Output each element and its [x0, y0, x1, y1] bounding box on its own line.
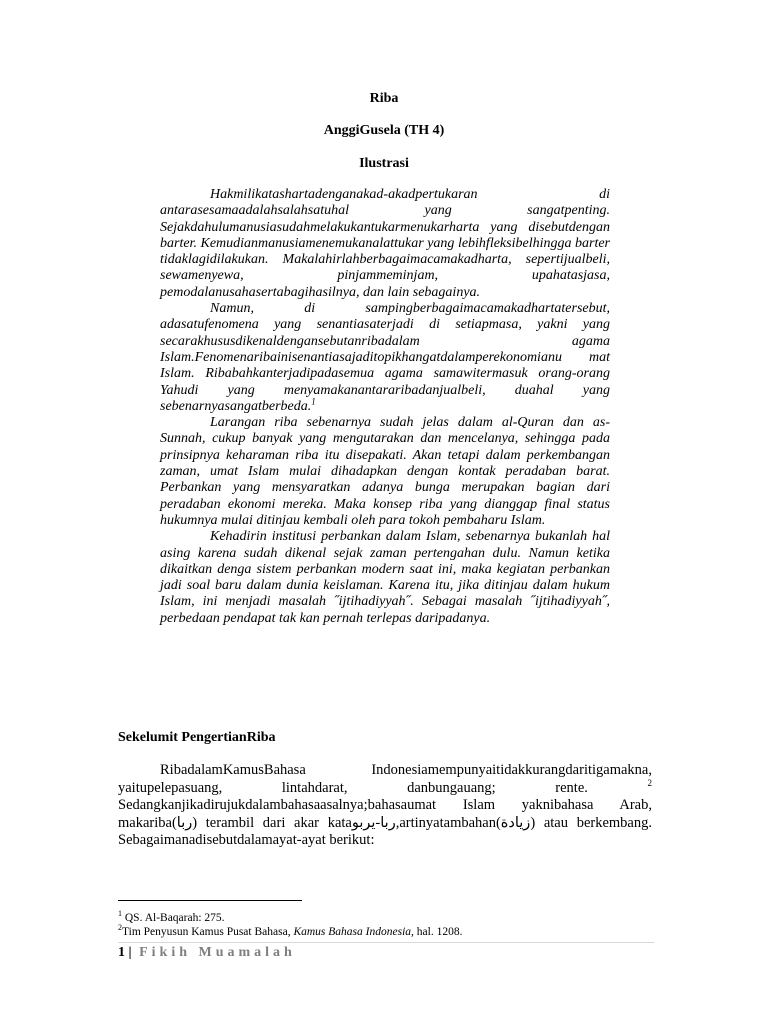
definition-text-5: ) atau berkembang. Sebagaimanadisebutdalamayat-ayat berikut: — [118, 814, 652, 848]
footer-book-title: Fikih Muamalah — [139, 945, 296, 960]
footer-divider — [118, 942, 654, 943]
footnote-ref-2[interactable]: 2 — [647, 777, 652, 788]
definition-text-4: ,artinyatambahan( — [395, 814, 501, 831]
illustration-paragraph-2-text: Namun, di sampingberbagaimacamakadhartatersebut, adasatufenomena yang senantiasaterjadi di setiapmasa, yakni yang secarakhususdikenaldengansebutanribadalam agama Islam.Fenomenaribainisenantiasajaditopikhangatdalamperekonomianu mat Islam. Ribabahkanterjadipadasemua agama samawitermasuk orang-orang Yahudi yang menyamakanantararibadanjualbeli, duahal yang sebenarnyasangatberbeda. — [160, 301, 610, 414]
footnote-2-text: Tim Penyusun Kamus Pusat Bahasa, — [122, 925, 294, 938]
arabic-riba: ربا — [176, 814, 193, 831]
definition-text-1: RibadalamKamusBahasa Indonesiamempunyaitidakkurangdaritigamakna, yaitupelepasuang, lintahdarat, danbungauang; rente. — [118, 762, 652, 796]
illustration-block — [160, 187, 610, 627]
arabic-ziyadah: زيادة — [500, 814, 531, 831]
arabic-root: ربا-يربو — [351, 814, 396, 831]
section-heading-pengertian: Sekelumit PengertianRiba — [118, 730, 276, 745]
footnote-2-end: , hal. 1208. — [411, 925, 463, 938]
footnote-divider — [118, 900, 302, 901]
definition-text-2: Sedangkanjikadirujukdalambahasaasalnya;bahasaumat Islam yaknibahasa Arab, makariba( — [118, 797, 652, 831]
footnote-1-text: QS. Al-Baqarah: 275. — [124, 911, 225, 924]
definition-text-3: ) terambil dari akar kata — [192, 814, 352, 831]
page-footer — [118, 945, 296, 961]
section-title: Ilustrasi — [359, 156, 409, 171]
illustration-paragraph-3: Larangan riba sebenarnya sudah jelas dalam al-Quran dan as-Sunnah, cukup banyak yang mengutarakan dan mencelanya, sehingga pada prinsipnya keharaman riba itu disepakati. Akan tetapi dalam perkembangan zaman, umat Islam mulai dihadapkan dengan kontak peradaban barat. Perbankan yang mensyaratkan adanya bunga merupakan bagian dari peradaban ekonomi mereka. Maka konsep riba yang dianggap final status hukumnya mulai ditinjau kembali oleh para tokoh pembaharu Islam. — [160, 415, 610, 528]
document-title: Riba — [369, 91, 399, 106]
illustration-paragraph-1: Hakmilikatashartadenganakad-akadpertukaran di antarasesamaadalahsalahsatuhal yang sangatpenting. Sejakdahulumanusiasudahmelakukantukarmenukarharta yang disebutdengan barter. Kemudianmanusiamenemukanalattukar yang lebihfleksibelhingga barter tidaklagidilakukan. Makalahirlahberbagaimacamakadharta, sepertijualbeli, sewamenyewa, pinjammeminjam, upahatasjasa, pemodalanusahasertabagihasilnya, dan lain sebagainya. — [160, 187, 610, 300]
page-number: 1 — [118, 945, 125, 960]
definition-block — [118, 762, 652, 850]
definition-paragraph — [118, 762, 652, 850]
footnote-2-book-title: Kamus Bahasa Indonesia — [293, 925, 412, 938]
footnote-1-number: 1 — [118, 909, 122, 918]
author-line: AnggiGusela (TH 4) — [323, 123, 445, 138]
footnote-2-number: 2 — [118, 923, 122, 932]
footer-separator: | — [128, 945, 132, 960]
footnote-2 — [118, 921, 462, 939]
illustration-paragraph-2 — [160, 301, 610, 415]
footnote-ref-1[interactable]: 1 — [311, 396, 316, 407]
illustration-paragraph-4: Kehadirin institusi perbankan dalam Islam, sebenarnya bukanlah hal asing karena sudah dikenal sejak zaman pertengahan dulu. Namun ketika dikaitkan denga sistem perbankan modern saat ini, maka kegiatan perbankan jadi soal baru dalam dunia keislaman. Karena itu, jika ditinjau dalam hukum Islam, ini menjadi masalah ˝ijtihadiyyah˝. Sebagai masalah ˝ijtihadiyyah˝, perbedaan pendapat tak kan pernah terlepas daripadanya. — [160, 529, 610, 626]
